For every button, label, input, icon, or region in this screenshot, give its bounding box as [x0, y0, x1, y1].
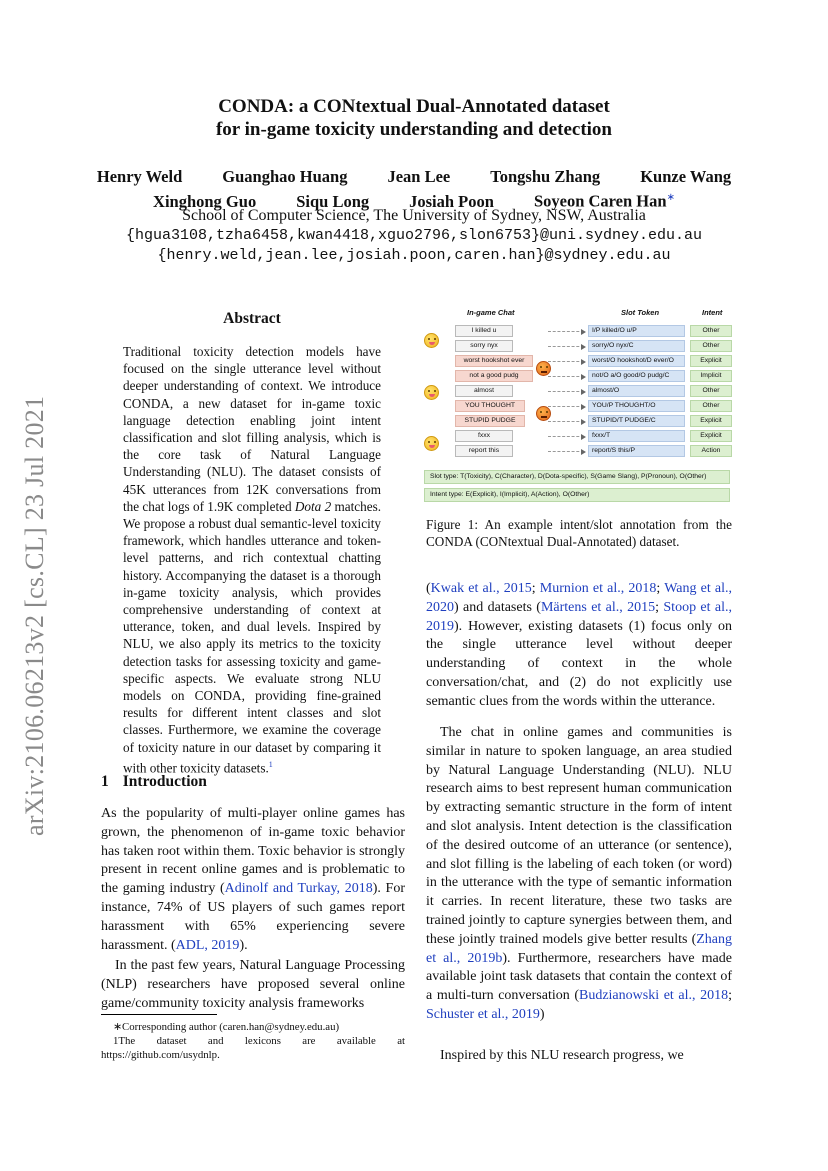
intro-paragraph-1: As the popularity of multi-player online games has grown, the phenomenon of in-game toxic behavior has taken root within them. Toxic behavior is strongly present in recent online games and is problematic to the gaming industry (Adinolf and Turkay, 2018). For instance, 74% of US players of such games report harassment with 65% experiencing severe harassment. (ADL, 2019).: [101, 806, 405, 953]
right-paragraph-2: The chat in online games and communities is similar in nature to spoken language, an area studied by Natural Language Understanding (NLU). NLU research aims to best represent human communication by extracting semantic structure in the form of intent and slot analysis. Intent detection is the classification of the desired outcome of an utterance (or sentence), and slot filling is the labeling of each token (or word) in the utterance with the type of semantic information it carries. In recent literature, these two tasks are trained jointly to capture synergies between them, and these jointly trained models give better results (Zhang et al., 2019b). Furthermore, researchers have made available joint task datasets that contain the context of a multi-turn conversation (Budzianowski et al., 2018; Schuster et al., 2019): [426, 725, 732, 1022]
slot-annotation: sorry/O nyx/C: [588, 340, 685, 352]
footnote-corresponding: ∗Corresponding author (caren.han@sydney.edu.au): [113, 1021, 340, 1033]
chat-utterance: not a good pudg: [455, 370, 533, 382]
arrow-icon: [548, 451, 584, 452]
email-line-2: {henry.weld,jean.lee,josiah.poon,caren.han}@sydney.edu.au: [157, 247, 671, 264]
chat-utterance: STUPID PUDGE: [455, 415, 525, 427]
intent-label: Other: [690, 400, 732, 412]
section-heading-introduction: [101, 773, 207, 791]
right-paragraph-1: (Kwak et al., 2015; Murnion et al., 2018; Wang et al., 2020) and datasets (Märtens et al., 2015; Stoop et al., 2019). However, existing datasets (1) focus only on the single utterance level without deeper understanding of context in the whole conversation/chat, and (2) do not explicitly use semantic clues from the words within the utterance.: [426, 581, 732, 709]
citation-link[interactable]: Märtens et al., 2015: [540, 599, 656, 615]
author-name-corresponding: Soyeon Caren Han∗: [533, 191, 675, 211]
abstract-body: Traditional toxicity detection models have focused on the single utterance level without deeper understanding of context. We introduce CONDA, a new dataset for in-game toxic language detection enabling joint intent classification and slot filling analysis, which is the core task of Natural Language Understanding (NLU). The dataset consists of 45K utterances from 12K conversations from the chat logs of 1.9K completed Dota 2 matches. We propose a robust dual semantic-level toxicity framework, which handles utterance and token-level patterns, and rich contextual chatting history. Accompanying the dataset is a thorough in-game toxicity analysis, which provides comprehensive understanding of context at utterance, token, and dual levels. Inspired by NLU, we also apply its metrics to the toxicity detection tasks for assessing toxicity and game-specific aspects. We evaluate strong NLU models on CONDA, providing fine-grained results for different intent classes and slot classes. Furthermore, we examine the coverage of toxicity nature in our dataset by comparing it with other toxicity datasets.$^1$: [123, 344, 382, 776]
slot-annotation: STUPID/T PUDGE/C: [588, 415, 685, 427]
arrow-icon: [548, 406, 584, 407]
chat-utterance: report this: [455, 445, 513, 457]
section-title: Introduction: [122, 773, 207, 790]
citation-link[interactable]: Wang et al., 2020: [426, 581, 732, 615]
slot-annotation: almost/O: [588, 385, 685, 397]
author-name: Josiah Poon: [409, 191, 494, 211]
author-name: Kunze Wang: [640, 167, 732, 186]
dota-italic: Dota 2: [294, 498, 332, 514]
intro-paragraph-2: In the past few years, Natural Language Processing (NLP) researchers have proposed several online game/community toxicity analysis frameworks: [101, 958, 405, 1011]
paper-title: [0, 95, 828, 141]
affiliation: School of Computer Science, The University of Sydney, NSW, Australia: [182, 207, 646, 224]
arrow-icon: [548, 346, 584, 347]
citation-link[interactable]: Budzianowski et al., 2018: [578, 988, 729, 1004]
title-line-1: CONDA: a CONtextual Dual-Annotated dataset: [218, 96, 610, 117]
citation-link[interactable]: Stoop et al., 2019: [426, 599, 732, 634]
author-name: Tongshu Zhang: [490, 167, 601, 186]
arrow-icon: [548, 436, 584, 437]
citation-link[interactable]: Schuster et al., 2019: [426, 1006, 540, 1022]
author-name: Guanghao Huang: [222, 167, 348, 186]
author-row-1: [0, 166, 828, 187]
email-block: [0, 226, 828, 266]
author-name: Siqu Long: [296, 191, 370, 211]
angry-emoji-icon: [536, 406, 551, 421]
right-paragraph-3: Inspired by this NLU research progress, we: [440, 1048, 684, 1063]
chat-utterance: I killed u: [455, 325, 513, 337]
player-emoji-icon: [424, 385, 439, 400]
arrow-icon: [548, 331, 584, 332]
author-list: [0, 166, 828, 212]
arxiv-stamp: arXiv:2106.06213v2 [cs.CL] 23 Jul 2021: [20, 395, 49, 836]
intent-label: Explicit: [690, 415, 732, 427]
chat-utterance: almost: [455, 385, 513, 397]
chat-utterance: worst hookshot ever: [455, 355, 533, 367]
chat-utterance: sorry nyx: [455, 340, 513, 352]
intent-label: Explicit: [690, 355, 732, 367]
arrow-icon: [548, 361, 584, 362]
citation-link[interactable]: Kwak et al., 2015: [430, 581, 532, 596]
citation-link[interactable]: Adinolf and Turkay, 2018: [224, 881, 373, 897]
section-number: 1: [101, 773, 109, 790]
angry-emoji-icon: [536, 361, 551, 376]
figure-head-slot: Slot Token: [621, 308, 660, 317]
footnote-1-mark[interactable]: 1: [268, 759, 273, 769]
slot-type-legend: Slot type: T(Toxicity), C(Character), D(Dota-specific), S(Game Slang), P(Pronoun), O(Other): [424, 470, 730, 484]
author-name: Jean Lee: [387, 167, 451, 186]
intent-label: Other: [690, 385, 732, 397]
slot-annotation: fxxx/T: [588, 430, 685, 442]
intent-label: Other: [690, 325, 732, 337]
email-line-1: {hgua3108,tzha6458,kwan4418,xguo2796,slon6753}@uni.sydney.edu.au: [125, 227, 703, 244]
slot-annotation: not/O a/O good/O pudg/C: [588, 370, 685, 382]
slot-annotation: I/P killed/O u/P: [588, 325, 685, 337]
player-emoji-icon: [424, 333, 439, 348]
slot-annotation: report/S this/P: [588, 445, 685, 457]
footnote-divider: [101, 1014, 217, 1015]
figure-head-chat: In-game Chat: [467, 308, 515, 317]
figure-1: [420, 308, 732, 508]
figure-head-intent: Intent: [702, 308, 723, 317]
chat-utterance: YOU THOUGHT: [455, 400, 525, 412]
arrow-icon: [548, 376, 584, 377]
footnote-1: 1The dataset and lexicons are available at https://github.com/usydnlp.: [101, 1035, 405, 1061]
citation-link[interactable]: Zhang et al., 2019b: [426, 931, 732, 966]
author-name: Henry Weld: [96, 167, 183, 186]
arrow-icon: [548, 391, 584, 392]
player-emoji-icon: [424, 436, 439, 451]
slot-annotation: worst/O hookshot/D ever/O: [588, 355, 685, 367]
intent-label: Action: [690, 445, 732, 457]
author-name: Xinghong Guo: [153, 191, 257, 211]
intent-type-legend: Intent type: E(Explicit), I(Implicit), A(Action), O(Other): [424, 488, 730, 502]
slot-annotation: YOU/P THOUGHT/O: [588, 400, 685, 412]
chat-utterance: fxxx: [455, 430, 513, 442]
arrow-icon: [548, 421, 584, 422]
intent-label: Other: [690, 340, 732, 352]
title-line-2: for in-game toxicity understanding and detection: [215, 119, 612, 140]
figure-1-caption: Figure 1: An example intent/slot annotation from the CONDA (CONtextual Dual-Annotated) dataset.: [426, 517, 732, 550]
footnotes: [101, 1020, 405, 1062]
citation-link[interactable]: ADL, 2019: [175, 937, 240, 953]
intent-label: Explicit: [690, 430, 732, 442]
corresponding-mark: ∗: [666, 192, 675, 203]
abstract-heading: Abstract: [223, 310, 281, 327]
intent-label: Implicit: [690, 370, 732, 382]
citation-link[interactable]: Murnion et al., 2018: [539, 581, 657, 596]
